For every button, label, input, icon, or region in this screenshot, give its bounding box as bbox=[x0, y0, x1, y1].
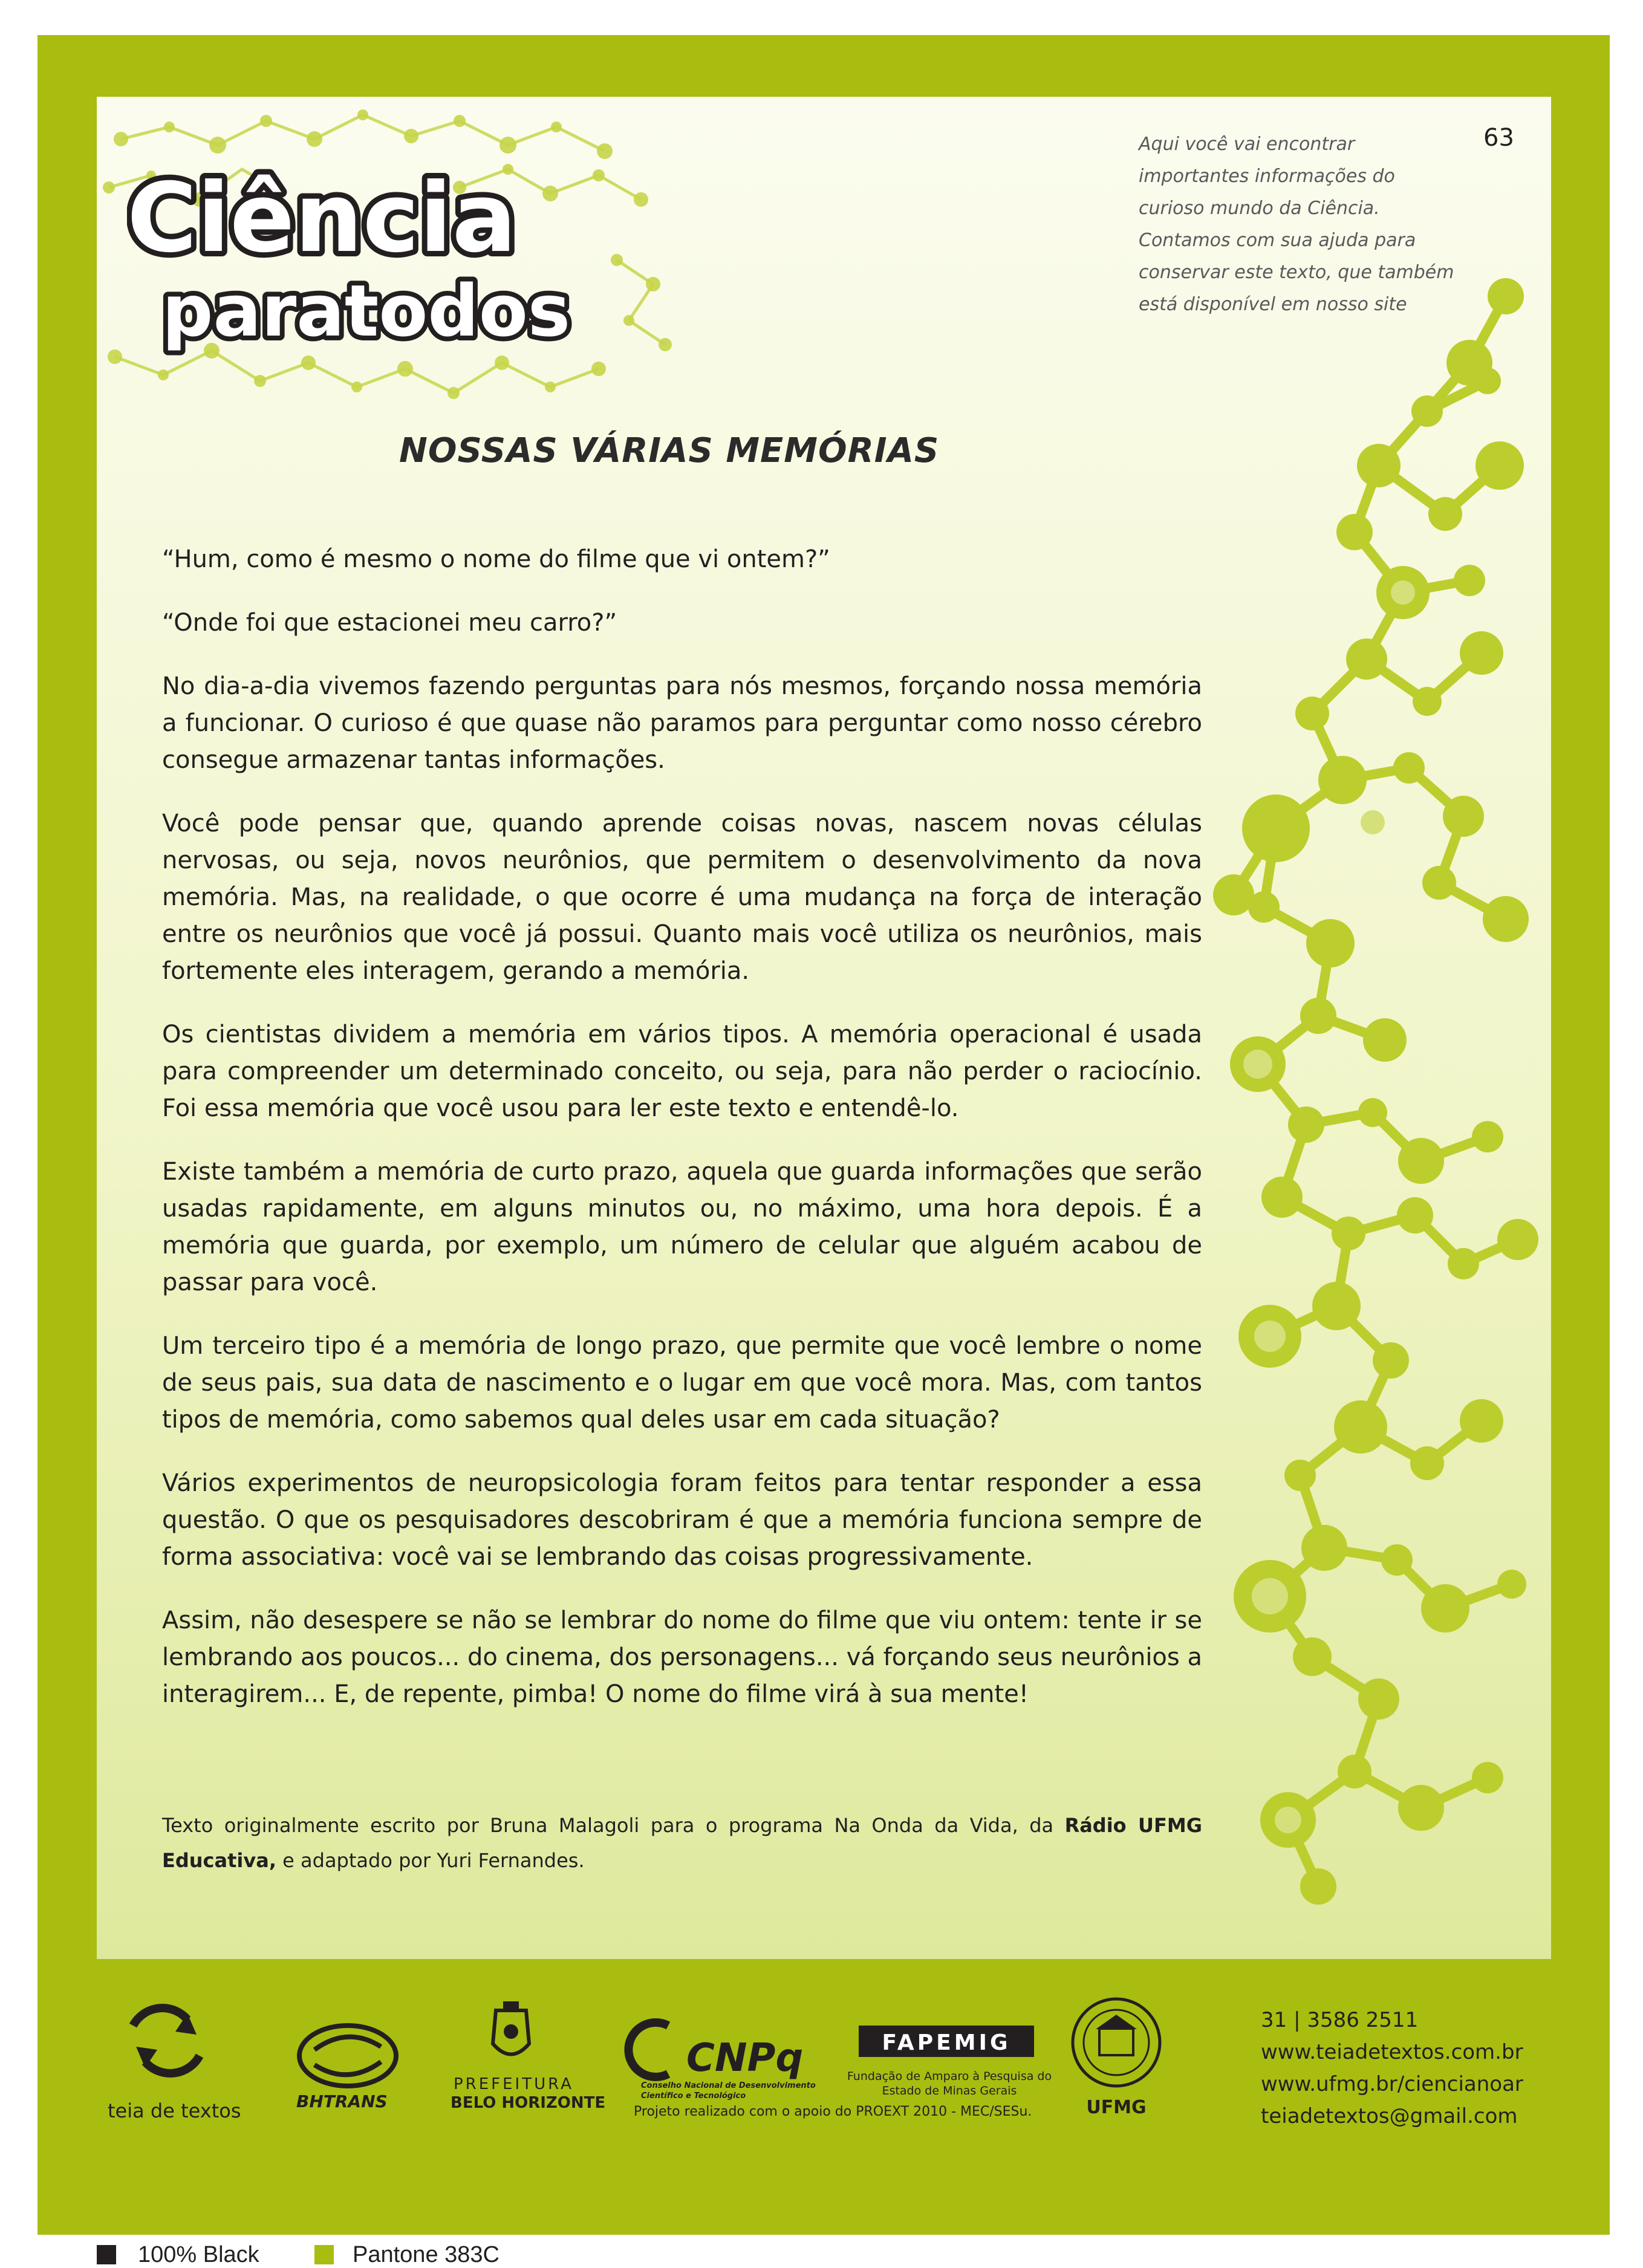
contact-website[interactable]: www.ufmg.br/ciencianoar bbox=[1261, 2072, 1523, 2096]
paragraph: “Hum, como é mesmo o nome do filme que vi ontem?” bbox=[162, 545, 830, 573]
article-body bbox=[162, 541, 1202, 1740]
teia-logo bbox=[108, 2008, 241, 2122]
pantone-swatch-label: Pantone 383C bbox=[353, 2242, 499, 2267]
contact-info bbox=[1261, 2004, 1523, 2133]
prefeitura-line-1: PREFEITURA bbox=[454, 2075, 574, 2093]
bhtrans-label: BHTRANS bbox=[296, 2091, 388, 2111]
cnpq-logo bbox=[628, 2023, 816, 2101]
contact-website[interactable]: www.teiadetextos.com.br bbox=[1261, 2040, 1523, 2064]
teia-label: teia de textos bbox=[108, 2099, 241, 2122]
prefeitura-line-2: BELO HORIZONTE bbox=[451, 2094, 606, 2112]
article-credit bbox=[162, 1808, 1202, 1878]
paragraph: Um terceiro tipo é a memória de longo prazo, que permite que você lembre o nome de seus pais, sua data de nascimento e o lugar em que você mora. Mas, com tantos tipos de memória, como sabemos qual deles usar em cada situação? bbox=[162, 1332, 1202, 1434]
intro-line: importantes informações do bbox=[1139, 166, 1395, 187]
paragraph: Existe também a memória de curto prazo, aquela que guarda informações que serão usadas rapidamente, em alguns minutos ou, no máximo, uma hora depois. É a memória que guarda, por exemplo, um número de celular que alguém acabou de passar para você. bbox=[162, 1158, 1202, 1296]
prefeitura-logo bbox=[451, 2001, 605, 2112]
contact-phone: 31 | 3586 2511 bbox=[1261, 2008, 1419, 2032]
fapemig-label: FAPEMIG bbox=[882, 2030, 1011, 2055]
intro-line: Contamos com sua ajuda para bbox=[1139, 230, 1416, 251]
cnpq-label: CNPq bbox=[686, 2036, 804, 2081]
intro-text bbox=[1139, 128, 1526, 320]
intro-line: curioso mundo da Ciência. bbox=[1139, 198, 1380, 219]
paragraph: “Onde foi que estacionei meu carro?” bbox=[162, 609, 617, 637]
paragraph: Você pode pensar que, quando aprende coisas novas, nascem novas células nervosas, ou seja, novos neurônios, que permitem o desenvolvimento da nova memória. Mas, na realidade, o que ocorre é uma mudança na força de interação entre os neurônios que você já possui. Quanto mais você utiliza os neurônios, mais fortemente eles interagem, gerando a memória. bbox=[162, 810, 1202, 985]
contact-email[interactable]: teiadetextos@gmail.com bbox=[1261, 2104, 1518, 2128]
fapemig-logo bbox=[847, 2026, 1052, 2097]
paragraph: Assim, não desespere se não se lembrar do nome do filme que viu ontem: tente ir se lembrando aos poucos... do cinema, dos personagens... vá forçando seus neurônios a interagirem... E, de repente, pimba! O nome do filme virá à sua mente! bbox=[162, 1607, 1202, 1708]
black-swatch-label: 100% Black bbox=[138, 2242, 259, 2267]
paragraph: Vários experimentos de neuropsicologia foram feitos para tentar responder a essa questão. O que os pesquisadores descobriram é que a memória funciona sempre de forma associativa: você vai se lembrando das coisas progressivamente. bbox=[162, 1469, 1202, 1571]
ciencia-paratodos-logo bbox=[127, 163, 695, 369]
credit-bold: Rádio UFMG Educativa, bbox=[162, 1814, 1203, 1872]
credit-prefix: Texto originalmente escrito por Bruna Malagoli para o programa Na Onda da Vida, da bbox=[162, 1814, 1065, 1837]
bhtrans-logo bbox=[296, 2026, 396, 2111]
credit-suffix: e adaptado por Yuri Fernandes. bbox=[276, 1849, 585, 1872]
logo-line-1: Ciência bbox=[127, 163, 517, 274]
intro-line: Aqui você vai encontrar bbox=[1139, 134, 1355, 155]
paragraph: No dia-a-dia vivemos fazendo perguntas para nós mesmos, forçando nossa memória a funcionar. O curioso é que quase não paramos para perguntar como nosso cérebro consegue armazenar tantas informações. bbox=[162, 672, 1202, 774]
cnpq-sub-1: Conselho Nacional de Desenvolvimento bbox=[641, 2081, 816, 2090]
logo-line-2: paratodos bbox=[162, 269, 571, 353]
pantone-swatch bbox=[314, 2245, 334, 2264]
article-title: NOSSAS VÁRIAS MEMÓRIAS bbox=[399, 431, 940, 470]
fapemig-sub-2: Estado de Minas Gerais bbox=[882, 2084, 1017, 2097]
sponsor-logos bbox=[97, 1989, 1167, 2171]
fapemig-sub-1: Fundação de Amparo à Pesquisa do bbox=[847, 2070, 1052, 2083]
page-number: 63 bbox=[1483, 124, 1514, 152]
black-swatch bbox=[97, 2245, 116, 2264]
ufmg-logo bbox=[1073, 1999, 1160, 2118]
paragraph: Os cientistas dividem a memória em vários tipos. A memória operacional é usada para compreender um determinado conceito, ou seja, para não perder o raciocínio. Foi essa memória que você usou para ler este texto e entendê-lo. bbox=[162, 1021, 1202, 1122]
cnpq-sub-2: Científico e Tecnológico bbox=[641, 2091, 746, 2101]
intro-line: está disponível em nosso site bbox=[1139, 294, 1407, 315]
support-note: Projeto realizado com o apoio do PROEXT 2010 - MEC/SESu. bbox=[634, 2104, 1032, 2119]
ufmg-label: UFMG bbox=[1086, 2097, 1147, 2118]
intro-line: conservar este texto, que também bbox=[1139, 262, 1454, 283]
